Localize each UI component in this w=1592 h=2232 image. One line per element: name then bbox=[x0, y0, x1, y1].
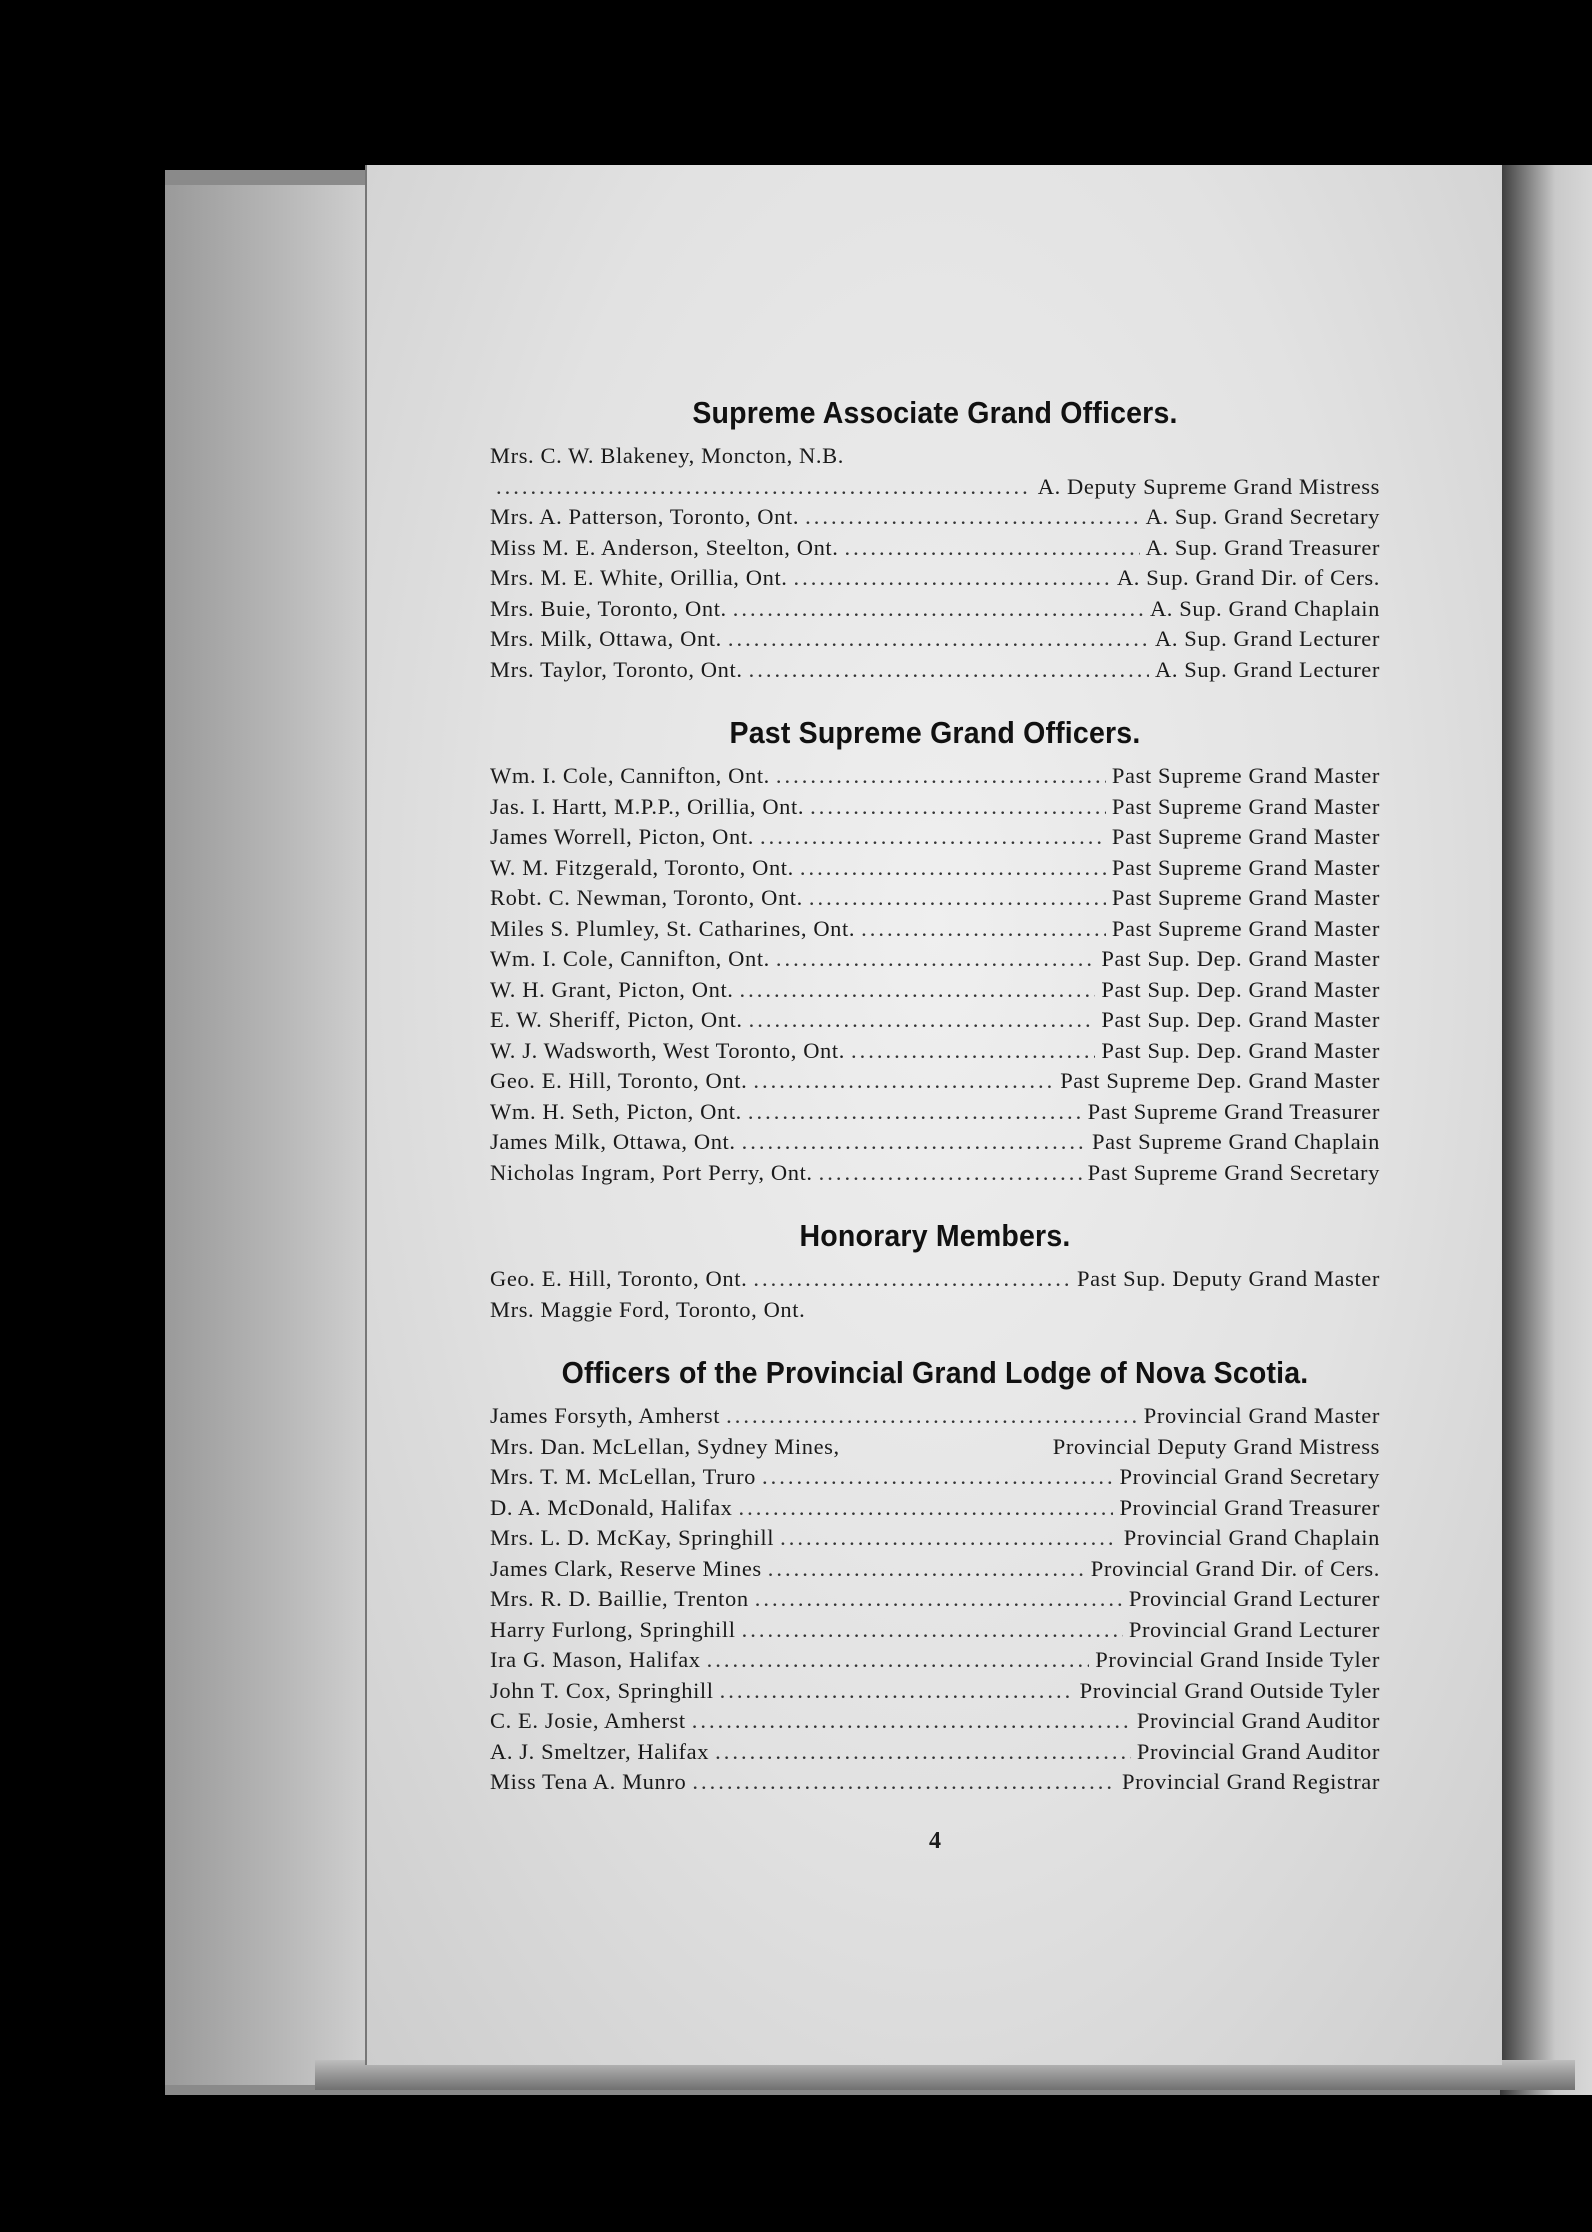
officer-title: Past Supreme Grand Master bbox=[1111, 763, 1380, 788]
officer-title: A. Deputy Supreme Grand Mistress bbox=[1037, 473, 1380, 499]
officer-name: Geo. E. Hill, Toronto, Ont. bbox=[490, 1068, 748, 1093]
section-supreme-associate bbox=[490, 395, 1380, 685]
officer-entry bbox=[490, 822, 1380, 853]
leader-dots bbox=[742, 1127, 1086, 1158]
officer-name: Geo. E. Hill, Toronto, Ont. bbox=[490, 1266, 748, 1291]
officer-title: A. Sup. Grand Treasurer bbox=[1145, 534, 1380, 560]
officer-title: A. Sup. Grand Lecturer bbox=[1154, 656, 1380, 682]
officer-name: Jas. I. Hartt, M.P.P., Orillia, Ont. bbox=[490, 793, 805, 819]
leader-dots bbox=[692, 1767, 1116, 1798]
officer-title: Provincial Grand Lecturer bbox=[1128, 1616, 1380, 1642]
leader-dots bbox=[707, 1645, 1090, 1676]
officer-entry bbox=[490, 944, 1380, 975]
leader-dots bbox=[809, 883, 1106, 914]
officer-entry bbox=[490, 792, 1380, 823]
officer-name: Mrs. R. D. Baillie, Trenton bbox=[490, 1586, 749, 1611]
officer-name: Nicholas Ingram, Port Perry, Ont. bbox=[490, 1159, 813, 1185]
officer-title: Past Sup. Dep. Grand Master bbox=[1101, 1037, 1380, 1063]
leader-dots bbox=[768, 1554, 1085, 1585]
officer-entry bbox=[490, 1401, 1380, 1432]
officer-title: Past Supreme Dep. Grand Master bbox=[1060, 1068, 1380, 1093]
officer-entry bbox=[490, 1676, 1380, 1707]
leader-dots bbox=[861, 914, 1106, 945]
officer-name: Wm. H. Seth, Picton, Ont. bbox=[490, 1098, 742, 1124]
officer-name: D. A. McDonald, Halifax bbox=[490, 1494, 733, 1520]
officer-name: Mrs. Milk, Ottawa, Ont. bbox=[490, 626, 722, 651]
officer-name: Robt. C. Newman, Toronto, Ont. bbox=[490, 885, 803, 910]
officer-entry bbox=[490, 1432, 1380, 1463]
page-binding-edge bbox=[1500, 165, 1592, 2095]
leader-dots bbox=[749, 655, 1149, 686]
officer-entry bbox=[490, 1127, 1380, 1158]
officer-name: Wm. I. Cole, Cannifton, Ont. bbox=[490, 946, 770, 971]
leader-dots bbox=[728, 624, 1149, 655]
section-title: Officers of the Provincial Grand Lodge of Nova Scotia. bbox=[561, 1355, 1309, 1390]
officer-name: Mrs. T. M. McLellan, Truro bbox=[490, 1464, 757, 1489]
leader-dots bbox=[748, 1097, 1082, 1128]
officer-entry bbox=[490, 914, 1380, 945]
officer-name: Harry Furlong, Springhill bbox=[490, 1616, 736, 1642]
leader-dots bbox=[692, 1706, 1131, 1737]
officer-title: Past Supreme Grand Chaplain bbox=[1091, 1129, 1380, 1154]
facing-page-edge bbox=[165, 185, 365, 2085]
officer-entry bbox=[490, 1295, 1380, 1326]
officer-name: W. M. Fitzgerald, Toronto, Ont. bbox=[490, 854, 794, 880]
officer-title: Past Sup. Deputy Grand Master bbox=[1077, 1266, 1380, 1291]
officer-entry bbox=[490, 1645, 1380, 1676]
officer-title: Provincial Grand Treasurer bbox=[1119, 1494, 1380, 1520]
officer-entry bbox=[490, 563, 1380, 594]
officer-title: Provincial Grand Inside Tyler bbox=[1095, 1647, 1380, 1672]
section-nova-scotia bbox=[490, 1355, 1380, 1798]
officer-title: Provincial Grand Outside Tyler bbox=[1079, 1677, 1380, 1703]
leader-dots bbox=[762, 1462, 1113, 1493]
officer-name: Mrs. Taylor, Toronto, Ont. bbox=[490, 656, 743, 682]
officer-entry bbox=[490, 1554, 1380, 1585]
officer-title: Provincial Grand Secretary bbox=[1119, 1464, 1380, 1489]
officer-name: John T. Cox, Springhill bbox=[490, 1677, 714, 1703]
officer-title: A. Sup. Grand Lecturer bbox=[1154, 626, 1380, 651]
section-title: Supreme Associate Grand Officers. bbox=[692, 395, 1178, 430]
officer-title: Past Supreme Grand Master bbox=[1111, 885, 1380, 910]
officer-entry bbox=[490, 1066, 1380, 1097]
officer-name: James Milk, Ottawa, Ont. bbox=[490, 1129, 736, 1154]
officer-title: Past Supreme Grand Master bbox=[1111, 854, 1380, 880]
officer-title: Provincial Grand Auditor bbox=[1136, 1708, 1380, 1733]
officer-entry bbox=[490, 441, 1380, 472]
section-past-supreme bbox=[490, 715, 1380, 1188]
officer-entry bbox=[490, 1737, 1380, 1768]
officer-name: James Worrell, Picton, Ont. bbox=[490, 824, 754, 849]
leader-dots bbox=[810, 792, 1106, 823]
officer-title: Past Supreme Grand Master bbox=[1111, 915, 1380, 941]
leader-dots bbox=[755, 1584, 1123, 1615]
leader-dots bbox=[819, 1158, 1082, 1189]
officer-entry bbox=[490, 761, 1380, 792]
officer-entry bbox=[490, 1493, 1380, 1524]
officer-name: Miss Tena A. Munro bbox=[490, 1769, 687, 1794]
officer-entry bbox=[490, 1767, 1380, 1798]
officer-name: C. E. Josie, Amherst bbox=[490, 1708, 686, 1733]
leader-dots bbox=[720, 1676, 1074, 1707]
officer-entry-continued bbox=[490, 472, 1380, 503]
officer-title: Past Supreme Grand Secretary bbox=[1087, 1159, 1380, 1185]
officer-title: A. Sup. Grand Secretary bbox=[1145, 504, 1380, 529]
leader-dots bbox=[845, 533, 1140, 564]
officer-title: Provincial Grand Chaplain bbox=[1123, 1525, 1380, 1550]
leader-dots bbox=[780, 1523, 1118, 1554]
officer-title: Provincial Grand Registrar bbox=[1121, 1769, 1380, 1794]
officer-name: Mrs. Buie, Toronto, Ont. bbox=[490, 595, 727, 621]
officer-entry bbox=[490, 1523, 1380, 1554]
officer-title: Past Supreme Grand Master bbox=[1111, 824, 1380, 849]
officer-title: Past Sup. Dep. Grand Master bbox=[1101, 946, 1380, 971]
leader-dots bbox=[800, 853, 1106, 884]
officer-name: Miss M. E. Anderson, Steelton, Ont. bbox=[490, 534, 839, 560]
leader-dots bbox=[739, 1493, 1114, 1524]
leader-dots bbox=[805, 502, 1140, 533]
leader-dots bbox=[742, 1615, 1123, 1646]
officer-entry bbox=[490, 1615, 1380, 1646]
leader-dots bbox=[740, 975, 1096, 1006]
officer-name: Mrs. Maggie Ford, Toronto, Ont. bbox=[490, 1296, 806, 1322]
officer-name: Mrs. Dan. McLellan, Sydney Mines, bbox=[490, 1433, 840, 1459]
leader-dots bbox=[753, 1264, 1071, 1295]
officer-title: Provincial Grand Lecturer bbox=[1128, 1586, 1380, 1611]
section-title: Honorary Members. bbox=[799, 1218, 1071, 1253]
officer-title: Past Supreme Grand Master bbox=[1111, 793, 1380, 819]
officer-name: Ira G. Mason, Halifax bbox=[490, 1647, 701, 1672]
section-title: Past Supreme Grand Officers. bbox=[729, 715, 1141, 750]
officer-title: Provincial Grand Master bbox=[1143, 1403, 1380, 1428]
officer-title: A. Sup. Grand Dir. of Cers. bbox=[1116, 565, 1380, 590]
officer-name: A. J. Smeltzer, Halifax bbox=[490, 1738, 710, 1764]
officer-title: Past Sup. Dep. Grand Master bbox=[1101, 976, 1380, 1002]
officer-name: Miles S. Plumley, St. Catharines, Ont. bbox=[490, 915, 856, 941]
section-honorary bbox=[490, 1218, 1380, 1325]
officer-entry bbox=[490, 853, 1380, 884]
leader-dots bbox=[749, 1005, 1096, 1036]
officer-name: Mrs. A. Patterson, Toronto, Ont. bbox=[490, 504, 800, 529]
officer-entry bbox=[490, 1584, 1380, 1615]
leader-dots bbox=[794, 563, 1111, 594]
officer-entry bbox=[490, 594, 1380, 625]
leader-dots bbox=[733, 594, 1144, 625]
leader-dots bbox=[496, 472, 1032, 503]
officer-entry bbox=[490, 1036, 1380, 1067]
officer-title: Provincial Grand Dir. of Cers. bbox=[1090, 1555, 1380, 1581]
officer-entry bbox=[490, 502, 1380, 533]
officer-name: Mrs. M. E. White, Orillia, Ont. bbox=[490, 565, 788, 590]
officer-entry bbox=[490, 975, 1380, 1006]
leader-dots bbox=[776, 944, 1095, 975]
officer-entry bbox=[490, 624, 1380, 655]
officer-entry bbox=[490, 655, 1380, 686]
officer-title: A. Sup. Grand Chaplain bbox=[1149, 595, 1380, 621]
officer-entry bbox=[490, 1005, 1380, 1036]
officer-name: W. H. Grant, Picton, Ont. bbox=[490, 976, 734, 1002]
officer-name: Mrs. L. D. McKay, Springhill bbox=[490, 1525, 775, 1550]
officer-name: W. J. Wadsworth, West Toronto, Ont. bbox=[490, 1037, 845, 1063]
page-number: 4 bbox=[929, 1827, 941, 1854]
leader-dots bbox=[760, 822, 1106, 853]
leader-dots bbox=[776, 761, 1106, 792]
officer-title: Past Supreme Grand Treasurer bbox=[1087, 1098, 1380, 1124]
leader-dots bbox=[851, 1036, 1095, 1067]
officer-entry bbox=[490, 1158, 1380, 1189]
officer-title: Past Sup. Dep. Grand Master bbox=[1101, 1007, 1380, 1032]
officer-title: Provincial Grand Auditor bbox=[1136, 1738, 1380, 1764]
leader-dots bbox=[753, 1066, 1054, 1097]
officer-entry bbox=[490, 1462, 1380, 1493]
officer-name: Mrs. C. W. Blakeney, Moncton, N.B. bbox=[490, 443, 844, 468]
officer-title: Provincial Deputy Grand Mistress bbox=[1052, 1433, 1380, 1459]
leader-dots bbox=[715, 1737, 1131, 1768]
page-content bbox=[490, 395, 1380, 1855]
officer-name: James Forsyth, Amherst bbox=[490, 1403, 721, 1428]
officer-entry bbox=[490, 1264, 1380, 1295]
officer-name: Wm. I. Cole, Cannifton, Ont. bbox=[490, 763, 770, 788]
officer-name: James Clark, Reserve Mines bbox=[490, 1555, 762, 1581]
leader-dots bbox=[726, 1401, 1138, 1432]
officer-entry bbox=[490, 1706, 1380, 1737]
officer-name: E. W. Sheriff, Picton, Ont. bbox=[490, 1007, 743, 1032]
officer-entry bbox=[490, 883, 1380, 914]
officer-entry bbox=[490, 533, 1380, 564]
officer-entry bbox=[490, 1097, 1380, 1128]
